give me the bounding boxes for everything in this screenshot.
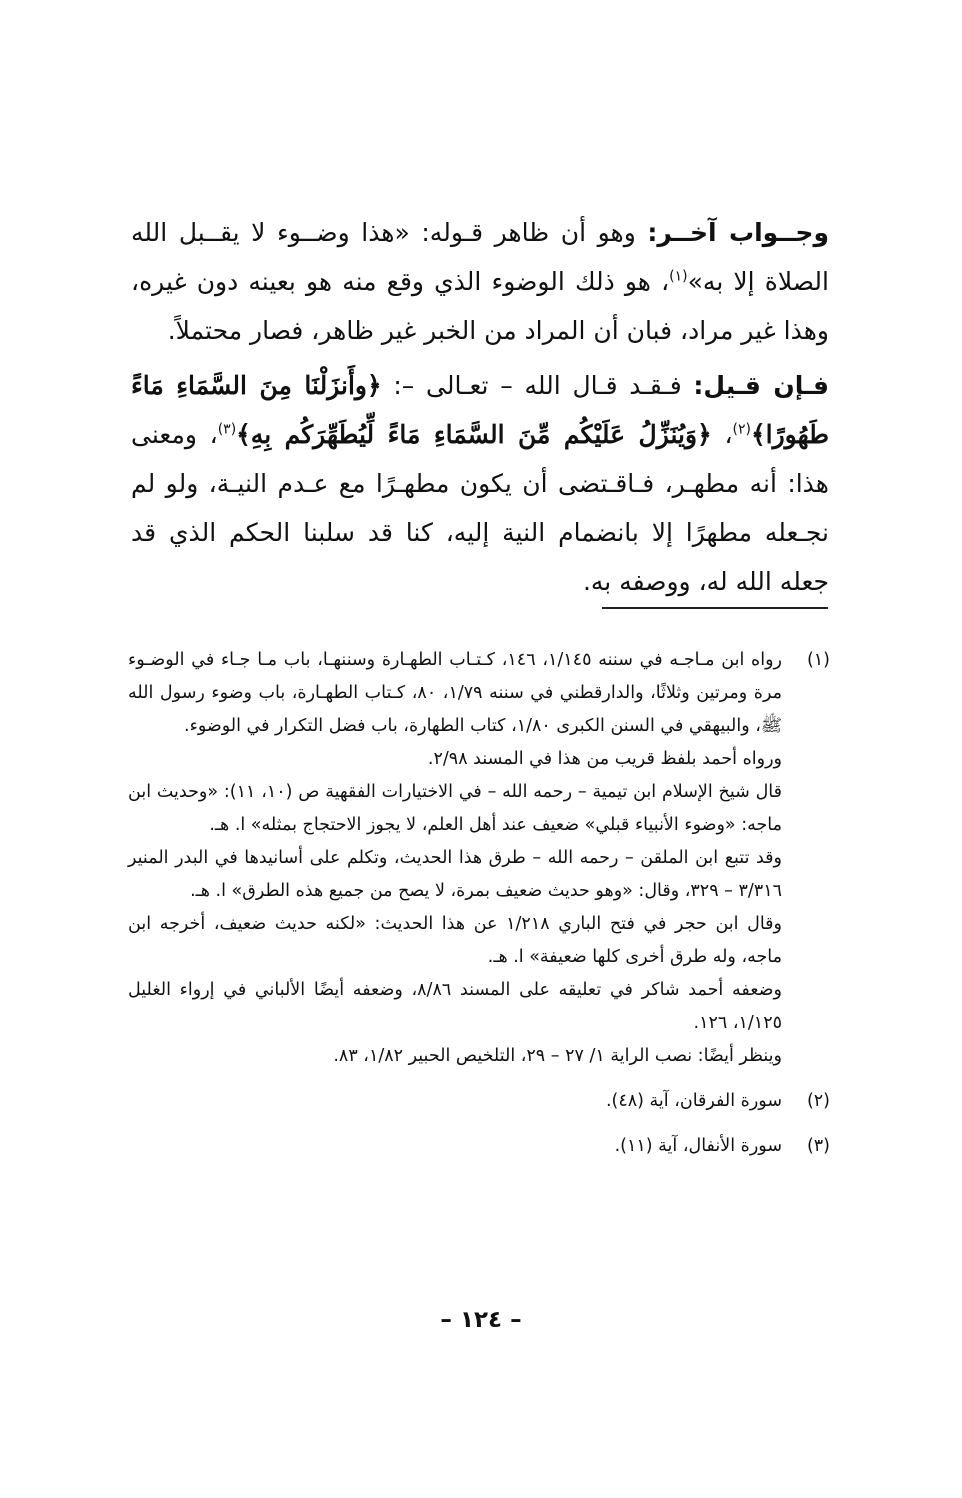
footnote-paragraph: وضعفه أحمد شاكر في تعليقه على المسند ٨/٨٦، وضعفه أيضًا الألباني في إرواء الغليل ١/١٢٥، ١٢٦. <box>128 980 782 1033</box>
page-number: – ١٢٤ – <box>440 1307 522 1333</box>
footnote-1 <box>128 644 830 1073</box>
footnote-paragraph: وقال ابن حجر في فتح الباري ١/٢١٨ عن هذا الحديث: «لكنه حديث ضعيف، أخرجه ابن ماجه، وله طرق أخرى كلها ضعيفة» ا. هـ. <box>128 914 783 967</box>
paragraph-text: ، ومعنى هذا: أنه مطهـر، فـاقـتضى أن يكون مطهـرًا مع عـدم النيـة، ولو لم نجـعله مطهرًا إلا بانضمام النية إليه، كنا قد سلبنا الحكم الذي قد جعله الله له، ووصفه به. <box>131 420 829 596</box>
footnote-paragraph: رواه ابن مـاجـه في سننه ١/١٤٥، ١٤٦، كـتـاب الطهـارة وسننهـا، باب مـا جـاء في الوضـوء مرة ومرتين وثلاثًا، والدارقطني في سننه ١/٧٩، ٨٠، كـتاب الطهـارة، باب وضوء رسول الله ﷺ، والبيهقي في السنن الكبرى ١/٨٠، كتاب الطهارة، باب فضل التكرار في الوضوء. <box>128 650 782 736</box>
footnote-3 <box>128 1130 830 1163</box>
footnote-paragraph: وقد تتبع ابن الملقن – رحمه الله – طرق هذا الحديث، وتكلم على أسانيدها في البدر المنير ٣/٣١٦ – ٣٢٩، وقال: «وهو حديث ضعيف بمرة، لا يصح من جميع هذه الطرق» ا. هـ. <box>128 848 782 901</box>
footnote-paragraph: وينظر أيضًا: نصب الراية ١/ ٢٧ – ٢٩، التلخيص الحبير ١/٨٢، ٨٣. <box>333 1046 782 1066</box>
paragraph-lead: وجــواب آخــر: <box>647 218 829 247</box>
footnote-body <box>128 1085 782 1118</box>
paragraph-1 <box>131 208 829 355</box>
footnote-paragraph: ورواه أحمد بلفظ قريب من هذا في المسند ٢/٩٨. <box>427 749 782 769</box>
footnote-paragraph: سورة الأنفال، آية (١١). <box>614 1136 782 1156</box>
footnote-paragraph: سورة الفرقان، آية (٤٨). <box>605 1091 782 1111</box>
footnote-number: (٣) <box>806 1136 830 1156</box>
paragraph-text: وهو أن ظاهر قـوله: «هذا وضــوء لا يقــبل الله الصلاة إلا به» <box>131 218 829 296</box>
footnote-body <box>128 644 782 1073</box>
paragraph-text: فـقـد قـال الله – تعـالى –: <box>381 371 694 400</box>
footnote-number: (١) <box>806 650 830 670</box>
paragraph-lead: فـإن قـيل: <box>693 371 829 400</box>
paragraph-text: ، <box>711 420 733 449</box>
footnote-divider <box>602 607 828 609</box>
quran-verse: ﴿وَيُنَزِّلُ عَلَيْكُم مِّنَ السَّمَاءِ مَاءً لِّيُطَهِّرَكُم بِهِ﴾ <box>236 420 712 449</box>
paragraph-2 <box>131 361 829 606</box>
footnote-number: (٢) <box>806 1091 830 1111</box>
footnote-body <box>128 1130 782 1163</box>
main-text <box>131 208 829 612</box>
quran-verse: ﴿وأَنزَلْنَا مِنَ السَّمَاءِ مَاءً طَهُورًا﴾ <box>131 371 830 449</box>
footnote-2 <box>128 1085 830 1118</box>
footnote-ref[interactable]: (١) <box>669 268 688 285</box>
footnotes <box>128 644 830 1175</box>
footnote-ref[interactable]: (٣) <box>217 421 237 438</box>
paragraph-text: ، هو ذلك الوضوء الذي وقع منه هو بعينه دون غيره، وهذا غير مراد، فبان أن المراد من الخبر غير ظاهر، فصار محتملاً. <box>131 267 829 345</box>
footnote-ref[interactable]: (٢) <box>732 421 751 438</box>
footnote-paragraph: قال شيخ الإسلام ابن تيمية – رحمه الله – في الاختيارات الفقهية ص (١٠، ١١): «وحديث ابن ماجه: «وضوء الأنبياء قبلي» ضعيف عند أهل العلم، لا يجوز الاحتجاج بمثله» ا. هـ. <box>128 782 782 835</box>
